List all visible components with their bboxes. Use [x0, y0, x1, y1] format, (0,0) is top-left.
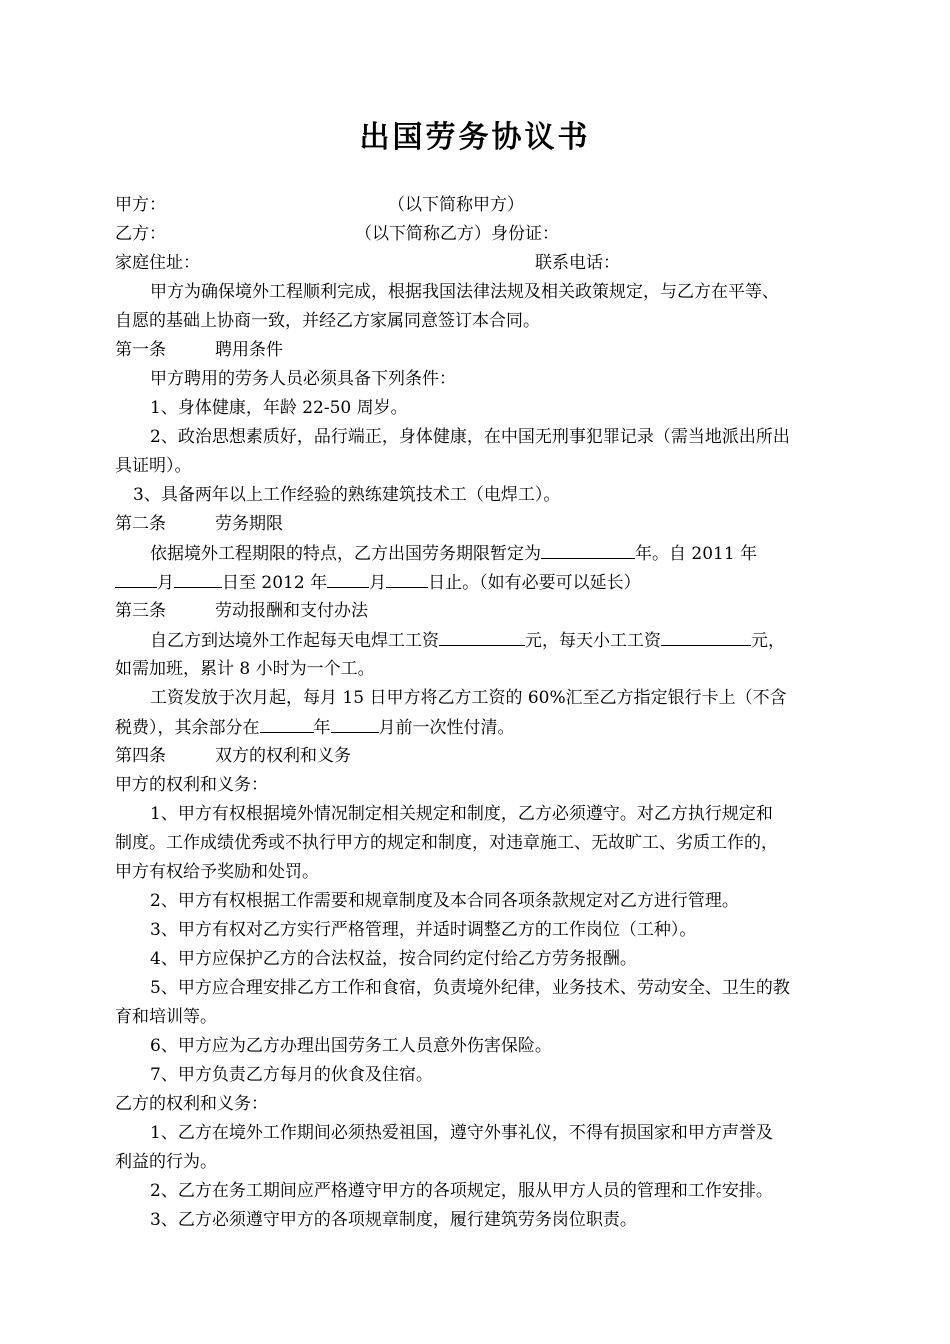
laborer-wage-blank[interactable] — [661, 628, 751, 646]
article-4-title: 双方的权利和义务 — [215, 746, 351, 766]
article-3-number: 第三条 — [115, 601, 166, 621]
end-month-blank[interactable] — [327, 570, 369, 588]
currency-text: 元， — [751, 631, 785, 651]
welder-wage-text: 自乙方到达境外工作起每天电焊工工资 — [150, 631, 439, 651]
party-a-note: （以下简称甲方） — [388, 195, 524, 215]
party-a-duty-3: 3、甲方有权对乙方实行严格管理，并适时调整乙方的工作岗位（工种）。 — [150, 920, 697, 940]
month-text: 月 — [157, 573, 174, 593]
party-a-label: 甲方： — [115, 195, 166, 215]
party-a-duty-1: 1、甲方有权根据境外情况制定相关规定和制度，乙方必须遵守。对乙方执行规定和 — [150, 804, 773, 824]
start-day-blank[interactable] — [174, 570, 222, 588]
article-1-item-2: 2、政治思想素质好，品行端正，身体健康，在中国无刑事犯罪记录（需当地派出所出 — [150, 427, 790, 447]
party-b-duty-1-cont: 利益的行为。 — [115, 1152, 217, 1172]
year-text: 年 — [313, 718, 331, 738]
party-a-duty-4: 4、甲方应保护乙方的合法权益，按合同约定付给乙方劳务报酬。 — [150, 949, 637, 969]
welder-wage-blank[interactable] — [439, 628, 525, 646]
article-1-title: 聘用条件 — [215, 340, 283, 360]
party-b-duty-2: 2、乙方在务工期间应严格遵守甲方的各项规定，服从甲方人员的管理和工作安排。 — [150, 1181, 773, 1201]
pay-deadline-text: 月前一次性付清。 — [378, 718, 515, 738]
party-a-duty-1-cont-2: 甲方有权给予奖励和处罚。 — [115, 862, 319, 882]
article-2-line-1 — [150, 541, 757, 566]
article-1-item-1: 1、身体健康，年龄 22-50 周岁。 — [150, 398, 408, 418]
party-a-duty-1-cont: 制度。工作成绩优秀或不执行甲方的规定和制度，对违章施工、无故旷工、劣质工作的， — [115, 833, 778, 853]
article-4-number: 第四条 — [115, 746, 166, 766]
start-month-blank[interactable] — [115, 570, 157, 588]
article-2-line-2 — [115, 570, 641, 595]
remaining-pay-text: 税费），其余部分在 — [115, 718, 260, 738]
preamble-line-1: 甲方为确保境外工程顺利完成，根据我国法律法规及相关政策规定，与乙方在平等、 — [150, 282, 779, 302]
article-1-number: 第一条 — [115, 340, 166, 360]
party-b-duty-3: 3、乙方必须遵守甲方的各项规章制度，履行建筑劳务岗位职责。 — [150, 1210, 637, 1230]
party-a-duty-7: 7、甲方负责乙方每月的伙食及住宿。 — [150, 1065, 433, 1085]
party-b-duty-1: 1、乙方在境外工作期间必须热爱祖国，遵守外事礼仪，不得有损国家和甲方声誉及 — [150, 1123, 773, 1143]
month-text: 月 — [369, 573, 387, 593]
laborer-wage-text: 元，每天小工工资 — [525, 631, 661, 651]
party-a-duty-5: 5、甲方应合理安排乙方工作和食宿，负责境外纪律，业务技术、劳动安全、卫生的教 — [150, 978, 790, 998]
party-b-note: （以下简称乙方）身份证： — [355, 224, 559, 244]
address-label: 家庭住址： — [115, 253, 200, 273]
article-2-title: 劳务期限 — [215, 514, 283, 534]
pay-month-blank[interactable] — [331, 715, 379, 733]
article-3-title: 劳动报酬和支付办法 — [215, 601, 368, 621]
phone-label: 联系电话： — [535, 253, 620, 273]
document-title: 出国劳务协议书 — [359, 120, 591, 155]
end-day-blank[interactable] — [386, 570, 428, 588]
term-start-year: 年。自 2011 年 — [635, 544, 758, 564]
article-3-line-2: 如需加班，累计 8 小时为一个工。 — [115, 659, 375, 679]
party-b-label: 乙方： — [115, 224, 166, 244]
article-1-intro: 甲方聘用的劳务人员必须具备下列条件： — [150, 369, 456, 389]
party-a-line — [115, 193, 166, 217]
party-b-duties-heading: 乙方的权利和义务： — [115, 1094, 268, 1114]
term-years-blank[interactable] — [541, 541, 635, 559]
article-3-line-1 — [150, 628, 785, 653]
article-1-item-2-cont: 具证明）。 — [115, 456, 192, 476]
pay-year-blank[interactable] — [260, 715, 314, 733]
party-a-duties-heading: 甲方的权利和义务： — [115, 775, 268, 795]
article-3-line-3: 工资发放于次月起，每月 15 日甲方将乙方工资的 60%汇至乙方指定银行卡上（不含 — [150, 688, 787, 708]
term-text: 依据境外工程期限的特点，乙方出国劳务期限暂定为 — [150, 544, 541, 564]
party-a-duty-6: 6、甲方应为乙方办理出国劳务工人员意外伤害保险。 — [150, 1036, 552, 1056]
preamble-line-2: 自愿的基础上协商一致，并经乙方家属同意签订本合同。 — [115, 311, 540, 331]
end-year-text: 日至 2012 年 — [222, 573, 328, 593]
party-a-duty-2: 2、甲方有权根据工作需要和规章制度及本合同各项条款规定对乙方进行管理。 — [150, 891, 739, 911]
end-day-text: 日止。（如有必要可以延长） — [428, 573, 641, 593]
article-2-number: 第二条 — [115, 514, 166, 534]
article-1-item-3: 3、具备两年以上工作经验的熟练建筑技术工（电焊工）。 — [133, 485, 561, 505]
article-3-line-4 — [115, 715, 515, 740]
party-a-duty-5-cont: 育和培训等。 — [115, 1007, 217, 1027]
